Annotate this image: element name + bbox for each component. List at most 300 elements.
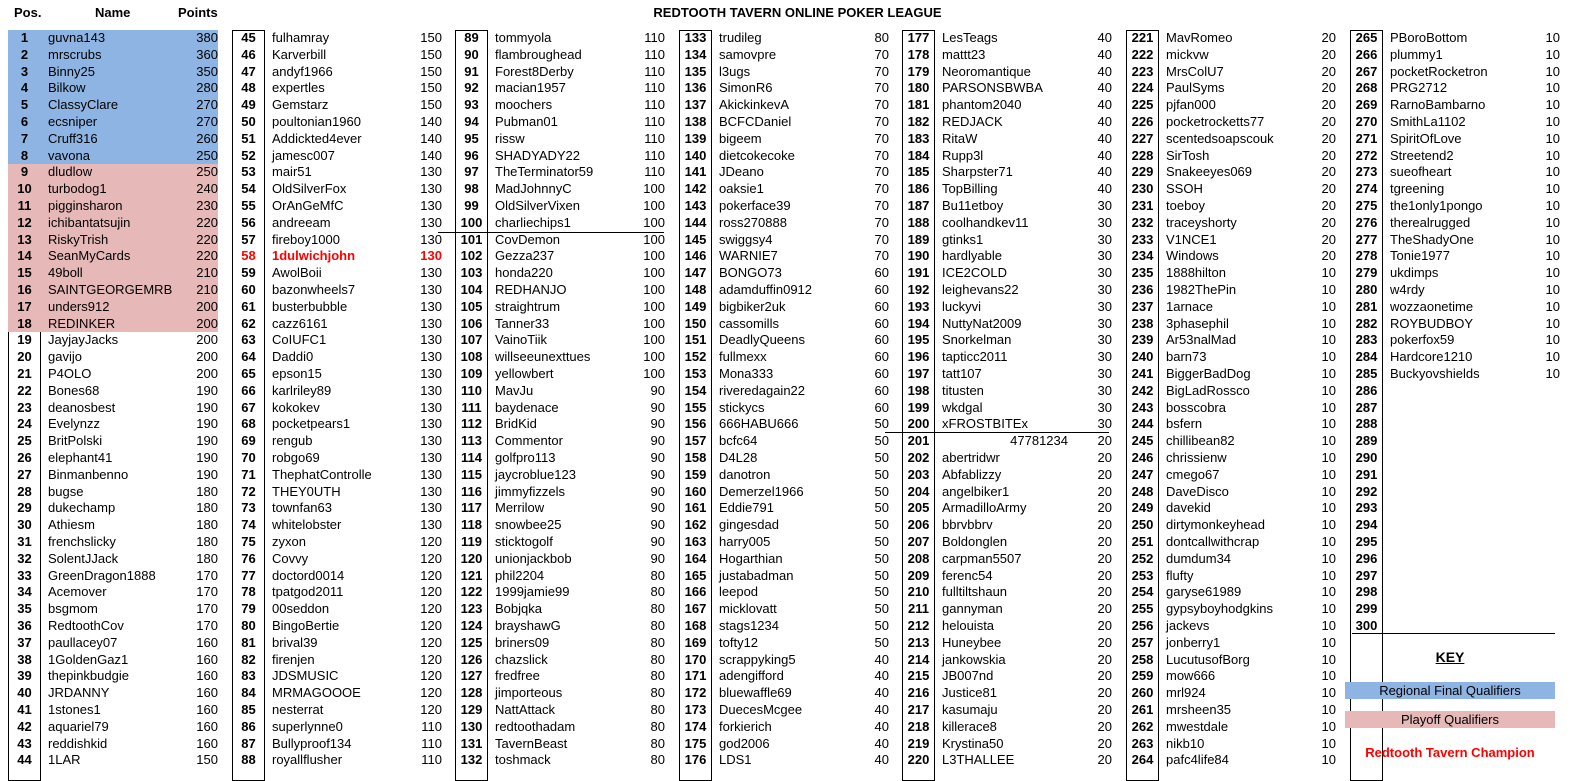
player-points: 60 bbox=[874, 265, 889, 281]
player-points: 50 bbox=[874, 634, 889, 650]
league-row bbox=[679, 517, 889, 534]
row-position: 79 bbox=[241, 601, 256, 617]
player-points: 110 bbox=[644, 30, 665, 45]
league-row bbox=[1126, 383, 1336, 400]
player-name: aquariel79 bbox=[48, 718, 109, 734]
league-row bbox=[8, 332, 218, 349]
player-points: 10 bbox=[1545, 282, 1560, 297]
league-row bbox=[902, 517, 1112, 534]
player-name: xFROSTBITEx bbox=[942, 416, 1028, 432]
league-row bbox=[232, 164, 442, 181]
league-row bbox=[902, 383, 1112, 400]
row-position: 12 bbox=[17, 214, 32, 230]
player-name: pafc4life84 bbox=[1166, 752, 1229, 768]
player-points: 20 bbox=[1097, 601, 1112, 617]
league-row bbox=[455, 30, 665, 47]
player-points: 10 bbox=[1545, 30, 1560, 45]
player-name: Tonie1977 bbox=[1390, 248, 1450, 264]
league-row bbox=[1126, 450, 1336, 467]
player-name: OrAnGeMfC bbox=[272, 198, 344, 213]
player-points: 10 bbox=[1545, 298, 1560, 314]
player-name: Bobjqka bbox=[495, 601, 542, 617]
league-row bbox=[1350, 64, 1560, 81]
player-name: busterbubble bbox=[272, 298, 348, 314]
player-name: expertles bbox=[272, 80, 325, 96]
player-points: 10 bbox=[1321, 651, 1336, 667]
player-name: straightrum bbox=[495, 298, 561, 314]
player-name: leighevans22 bbox=[942, 282, 1019, 297]
league-row bbox=[1126, 635, 1336, 652]
row-position: 285 bbox=[1355, 366, 1378, 381]
row-position: 226 bbox=[1131, 114, 1154, 129]
player-name: bluewaffle69 bbox=[719, 685, 792, 701]
row-position: 186 bbox=[907, 181, 930, 197]
league-row bbox=[1126, 316, 1336, 333]
player-points: 80 bbox=[650, 685, 665, 701]
player-points: 40 bbox=[874, 718, 889, 734]
player-name: chazslick bbox=[495, 651, 548, 667]
player-name: zyxon bbox=[272, 534, 306, 549]
player-points: 250 bbox=[196, 164, 218, 180]
player-name: sticktogolf bbox=[495, 534, 553, 549]
player-name: mattt23 bbox=[942, 46, 986, 62]
row-position: 221 bbox=[1131, 30, 1154, 45]
row-position: 261 bbox=[1131, 702, 1154, 717]
player-points: 10 bbox=[1545, 181, 1560, 197]
player-points: 30 bbox=[1097, 366, 1112, 381]
player-points: 10 bbox=[1321, 282, 1336, 297]
league-row bbox=[1126, 534, 1336, 551]
player-points: 40 bbox=[1097, 30, 1112, 45]
player-points: 160 bbox=[196, 634, 218, 650]
row-position: 165 bbox=[684, 567, 707, 583]
league-row bbox=[455, 635, 665, 652]
league-row bbox=[1350, 601, 1560, 618]
player-points: 100 bbox=[643, 214, 665, 230]
player-name: 1GoldenGaz1 bbox=[48, 651, 129, 667]
league-row bbox=[902, 450, 1112, 467]
league-row bbox=[902, 702, 1112, 719]
row-position: 263 bbox=[1131, 735, 1154, 751]
league-row bbox=[902, 484, 1112, 501]
player-name: carpman5507 bbox=[942, 550, 1022, 566]
league-row bbox=[679, 652, 889, 669]
player-name: jimmyfizzels bbox=[495, 483, 566, 499]
row-position: 216 bbox=[907, 685, 930, 701]
row-position: 41 bbox=[17, 702, 32, 717]
player-name: Bu11etboy bbox=[942, 198, 1004, 213]
player-name: Mona333 bbox=[719, 366, 774, 381]
league-row bbox=[8, 248, 218, 265]
player-points: 120 bbox=[420, 534, 442, 549]
player-points: 70 bbox=[874, 80, 889, 96]
row-position: 62 bbox=[241, 315, 256, 331]
row-position: 131 bbox=[460, 735, 483, 751]
pos-column-header: Pos. bbox=[14, 5, 42, 20]
league-row bbox=[8, 668, 218, 685]
league-row bbox=[455, 736, 665, 753]
league-row bbox=[455, 181, 665, 198]
player-name: toshmack bbox=[495, 752, 551, 768]
player-points: 120 bbox=[420, 567, 442, 583]
row-position: 37 bbox=[17, 634, 32, 650]
league-row bbox=[679, 232, 889, 249]
row-position: 152 bbox=[684, 349, 707, 365]
row-position: 295 bbox=[1355, 534, 1378, 549]
player-points: 160 bbox=[196, 718, 218, 734]
row-position: 207 bbox=[907, 534, 930, 549]
player-name: jackevs bbox=[1166, 618, 1210, 633]
league-row bbox=[679, 164, 889, 181]
player-points: 30 bbox=[1097, 214, 1112, 230]
row-position: 75 bbox=[241, 534, 256, 549]
player-points: 80 bbox=[874, 30, 889, 45]
player-name: jimporteous bbox=[495, 685, 563, 701]
player-name: mrl924 bbox=[1166, 685, 1206, 701]
league-row bbox=[455, 64, 665, 81]
player-name: ukdimps bbox=[1390, 265, 1439, 281]
row-position: 128 bbox=[460, 685, 483, 701]
league-row bbox=[8, 635, 218, 652]
league-row bbox=[679, 181, 889, 198]
player-points: 40 bbox=[1097, 114, 1112, 129]
row-position: 283 bbox=[1355, 332, 1378, 348]
player-points: 20 bbox=[1321, 80, 1336, 96]
player-points: 10 bbox=[1545, 130, 1560, 146]
player-points: 10 bbox=[1545, 231, 1560, 247]
league-row bbox=[8, 265, 218, 282]
row-position: 137 bbox=[684, 97, 707, 113]
league-row bbox=[1126, 232, 1336, 249]
player-name: CovDemon bbox=[495, 231, 561, 247]
player-name: LucutusofBorg bbox=[1166, 651, 1250, 667]
player-name: OldSilverFox bbox=[272, 181, 347, 197]
player-name: Snorkelman bbox=[942, 332, 1012, 348]
player-points: 10 bbox=[1321, 416, 1336, 432]
player-points: 10 bbox=[1321, 382, 1336, 398]
key-regional-qualifiers: Regional Final Qualifiers bbox=[1345, 682, 1555, 699]
row-position: 73 bbox=[241, 500, 256, 516]
league-row bbox=[679, 618, 889, 635]
league-row bbox=[8, 416, 218, 433]
league-row bbox=[902, 685, 1112, 702]
league-row bbox=[679, 416, 889, 433]
player-name: scentedsoapscouk bbox=[1166, 130, 1274, 146]
player-points: 10 bbox=[1321, 735, 1336, 751]
row-position: 77 bbox=[241, 567, 256, 583]
player-points: 240 bbox=[196, 181, 218, 197]
player-points: 10 bbox=[1545, 332, 1560, 348]
league-row bbox=[1126, 47, 1336, 64]
player-points: 110 bbox=[644, 63, 665, 79]
row-position: 260 bbox=[1131, 685, 1154, 701]
row-position: 7 bbox=[20, 130, 29, 146]
league-row bbox=[902, 635, 1112, 652]
row-position: 147 bbox=[684, 265, 707, 281]
row-position: 48 bbox=[241, 80, 256, 96]
player-name: charliechips1 bbox=[495, 214, 571, 230]
player-name: MadJohnnyC bbox=[495, 181, 572, 197]
row-position: 182 bbox=[907, 114, 930, 129]
player-name: cmego67 bbox=[1166, 466, 1220, 482]
league-row bbox=[1126, 719, 1336, 736]
player-name: flufty bbox=[1166, 567, 1194, 583]
player-name: Forest8Derby bbox=[495, 63, 574, 79]
player-name: kasumaju bbox=[942, 702, 998, 717]
league-row bbox=[902, 265, 1112, 282]
row-position: 149 bbox=[684, 298, 707, 314]
player-name: Rupp3l bbox=[942, 147, 984, 163]
player-points: 150 bbox=[420, 30, 442, 45]
row-position: 293 bbox=[1355, 500, 1378, 516]
player-name: andreeam bbox=[272, 214, 331, 230]
league-row bbox=[1126, 668, 1336, 685]
player-name: swiggsy4 bbox=[719, 231, 773, 247]
player-name: ichibantatsujin bbox=[48, 214, 131, 230]
row-position: 126 bbox=[460, 651, 483, 667]
player-name: Tanner33 bbox=[495, 315, 550, 331]
row-position: 42 bbox=[17, 718, 32, 734]
player-points: 180 bbox=[196, 550, 218, 566]
player-name: BCFCDaniel bbox=[719, 114, 792, 129]
league-row bbox=[8, 148, 218, 165]
league-row bbox=[455, 148, 665, 165]
player-points: 10 bbox=[1321, 298, 1336, 314]
league-row bbox=[455, 47, 665, 64]
player-name: riveredagain22 bbox=[719, 382, 806, 398]
league-row bbox=[1350, 30, 1560, 47]
league-row bbox=[1350, 383, 1560, 400]
row-position: 101 bbox=[460, 231, 483, 247]
row-position: 188 bbox=[907, 214, 930, 230]
player-name: stickycs bbox=[719, 399, 765, 415]
row-position: 234 bbox=[1131, 248, 1154, 264]
player-points: 30 bbox=[1097, 265, 1112, 281]
player-name: RiskyTrish bbox=[48, 231, 109, 247]
player-name: therealrugged bbox=[1390, 214, 1471, 230]
league-row bbox=[1350, 416, 1560, 433]
league-row bbox=[902, 652, 1112, 669]
row-position: 197 bbox=[907, 366, 930, 381]
player-points: 10 bbox=[1545, 80, 1560, 96]
league-row bbox=[1350, 551, 1560, 568]
row-position: 85 bbox=[241, 702, 256, 717]
player-name: coolhandkev11 bbox=[942, 214, 1029, 230]
row-position: 148 bbox=[684, 282, 707, 297]
player-name: cassomills bbox=[719, 315, 779, 331]
league-row bbox=[1126, 685, 1336, 702]
row-position: 117 bbox=[461, 500, 482, 516]
league-row bbox=[1126, 400, 1336, 417]
row-position: 116 bbox=[461, 483, 482, 499]
player-name: SolentJJack bbox=[48, 550, 119, 566]
player-name: fireboy1000 bbox=[272, 231, 340, 247]
league-row bbox=[455, 282, 665, 299]
row-position: 222 bbox=[1131, 46, 1154, 62]
player-points: 10 bbox=[1321, 517, 1336, 533]
player-name: royallflusher bbox=[272, 752, 343, 768]
league-row bbox=[902, 232, 1112, 249]
league-row bbox=[455, 433, 665, 450]
player-name: Pubman01 bbox=[495, 114, 558, 129]
player-points: 70 bbox=[874, 97, 889, 113]
row-position: 252 bbox=[1131, 550, 1154, 566]
player-points: 150 bbox=[420, 63, 442, 79]
player-name: SeanMyCards bbox=[48, 248, 131, 264]
player-points: 10 bbox=[1545, 349, 1560, 365]
player-points: 40 bbox=[1097, 46, 1112, 62]
league-row bbox=[232, 551, 442, 568]
player-points: 100 bbox=[643, 282, 665, 297]
player-points: 10 bbox=[1545, 248, 1560, 264]
row-position: 114 bbox=[461, 450, 482, 465]
row-position: 254 bbox=[1131, 584, 1154, 600]
player-points: 20 bbox=[1321, 248, 1336, 264]
player-points: 130 bbox=[420, 366, 442, 381]
player-points: 50 bbox=[874, 601, 889, 617]
league-row bbox=[232, 30, 442, 47]
player-points: 60 bbox=[874, 382, 889, 398]
player-name: mow666 bbox=[1166, 668, 1216, 684]
player-name: rissw bbox=[495, 130, 525, 146]
player-name: toeboy bbox=[1166, 198, 1206, 213]
player-name: TheShadyOne bbox=[1390, 231, 1474, 247]
player-points: 180 bbox=[196, 517, 218, 533]
player-points: 10 bbox=[1321, 584, 1336, 600]
player-name: Merrilow bbox=[495, 500, 545, 516]
player-points: 10 bbox=[1321, 466, 1336, 482]
player-name: titusten bbox=[942, 382, 984, 398]
league-row bbox=[1350, 400, 1560, 417]
player-points: 10 bbox=[1321, 567, 1336, 583]
league-row bbox=[1350, 299, 1560, 316]
row-position: 36 bbox=[17, 618, 32, 633]
player-points: 80 bbox=[650, 702, 665, 717]
player-name: 47781234 bbox=[1010, 433, 1068, 449]
player-name: samovpre bbox=[719, 46, 777, 62]
row-position: 203 bbox=[907, 466, 930, 482]
league-row bbox=[1126, 349, 1336, 366]
league-row bbox=[902, 568, 1112, 585]
player-name: CoIUFC1 bbox=[272, 332, 327, 348]
row-position: 15 bbox=[17, 265, 32, 281]
row-position: 172 bbox=[684, 685, 707, 701]
player-points: 50 bbox=[874, 584, 889, 600]
player-name: LDS1 bbox=[719, 752, 752, 768]
player-name: wkdgal bbox=[942, 399, 983, 415]
player-points: 130 bbox=[420, 181, 442, 197]
player-name: DaveDisco bbox=[1166, 483, 1229, 499]
league-row bbox=[679, 450, 889, 467]
league-row bbox=[232, 248, 442, 265]
player-points: 140 bbox=[420, 147, 442, 163]
league-row bbox=[902, 316, 1112, 333]
player-points: 100 bbox=[643, 366, 665, 381]
row-position: 200 bbox=[907, 416, 930, 432]
row-position: 25 bbox=[17, 433, 32, 449]
player-points: 110 bbox=[644, 114, 665, 129]
player-points: 150 bbox=[196, 752, 218, 768]
league-row bbox=[455, 568, 665, 585]
row-position: 178 bbox=[907, 46, 930, 62]
player-points: 50 bbox=[874, 517, 889, 533]
player-points: 10 bbox=[1321, 534, 1336, 549]
league-row bbox=[679, 148, 889, 165]
player-name: guvna143 bbox=[48, 30, 106, 45]
league-row bbox=[1350, 265, 1560, 282]
league-row bbox=[679, 635, 889, 652]
player-points: 50 bbox=[874, 483, 889, 499]
player-name: ROYBUDBOY bbox=[1390, 315, 1474, 331]
player-name: andyf1966 bbox=[272, 63, 333, 79]
player-name: JRDANNY bbox=[48, 685, 110, 701]
row-position: 60 bbox=[241, 282, 256, 297]
row-position: 64 bbox=[241, 349, 256, 365]
player-points: 20 bbox=[1321, 46, 1336, 62]
row-position: 78 bbox=[241, 584, 256, 600]
row-position: 120 bbox=[460, 550, 483, 566]
player-points: 150 bbox=[420, 80, 442, 96]
player-name: harry005 bbox=[719, 534, 771, 549]
league-row bbox=[679, 400, 889, 417]
league-row bbox=[1350, 282, 1560, 299]
league-row bbox=[679, 30, 889, 47]
league-row bbox=[455, 584, 665, 601]
row-position: 52 bbox=[241, 147, 256, 163]
player-name: bigbiker2uk bbox=[719, 298, 786, 314]
player-name: ClassyClare bbox=[48, 97, 119, 113]
player-name: dontcallwithcrap bbox=[1166, 534, 1260, 549]
row-position: 171 bbox=[684, 668, 707, 684]
player-points: 180 bbox=[196, 534, 218, 549]
player-points: 210 bbox=[196, 282, 218, 297]
player-name: rengub bbox=[272, 433, 313, 449]
league-row bbox=[902, 416, 1112, 433]
player-points: 160 bbox=[196, 735, 218, 751]
player-points: 20 bbox=[1097, 651, 1112, 667]
player-name: RarnoBambarno bbox=[1390, 97, 1486, 113]
league-row bbox=[455, 484, 665, 501]
league-row bbox=[232, 652, 442, 669]
league-row bbox=[679, 736, 889, 753]
league-row bbox=[1350, 450, 1560, 467]
row-position: 219 bbox=[907, 735, 930, 751]
player-name: killerace8 bbox=[942, 718, 997, 734]
player-name: GreenDragon1888 bbox=[48, 567, 156, 583]
player-points: 80 bbox=[650, 634, 665, 650]
player-points: 90 bbox=[650, 466, 665, 482]
player-name: BingoBertie bbox=[272, 618, 340, 633]
player-name: stags1234 bbox=[719, 618, 779, 633]
player-name: gannyman bbox=[942, 601, 1003, 617]
league-row bbox=[8, 366, 218, 383]
league-row bbox=[1350, 517, 1560, 534]
league-row bbox=[8, 685, 218, 702]
row-position: 23 bbox=[17, 399, 32, 415]
player-name: 1999jamie99 bbox=[495, 584, 570, 600]
league-row bbox=[455, 416, 665, 433]
player-name: Commentor bbox=[495, 433, 563, 449]
player-name: abertridwr bbox=[942, 450, 1000, 465]
row-position: 142 bbox=[684, 181, 707, 197]
player-points: 70 bbox=[874, 198, 889, 213]
league-row bbox=[1126, 366, 1336, 383]
player-name: danotron bbox=[719, 466, 771, 482]
league-row bbox=[902, 433, 1112, 450]
player-points: 70 bbox=[874, 63, 889, 79]
player-points: 110 bbox=[421, 752, 442, 768]
row-position: 54 bbox=[241, 181, 256, 197]
